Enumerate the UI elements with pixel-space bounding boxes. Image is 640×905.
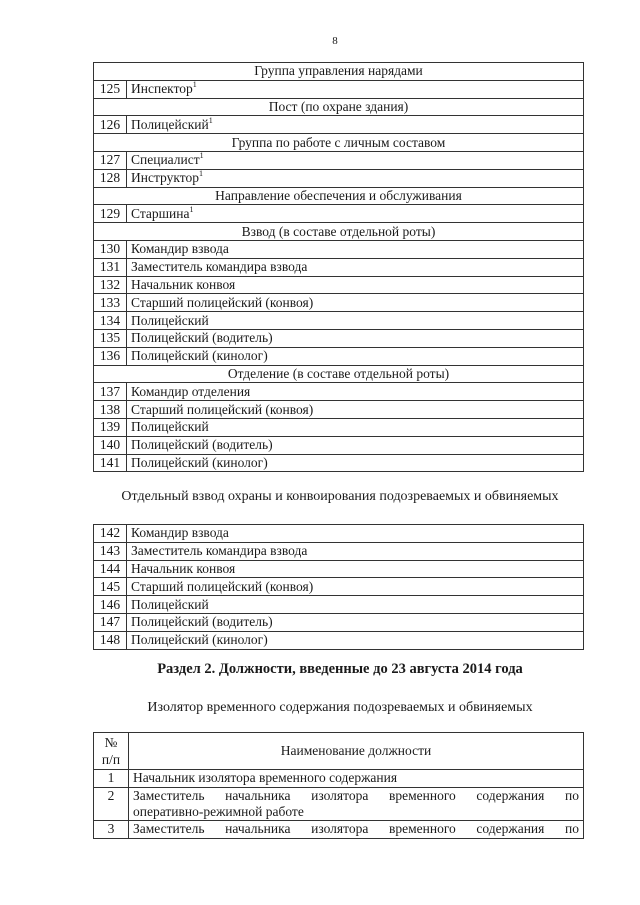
table-row bbox=[94, 560, 584, 578]
section-row bbox=[94, 187, 584, 205]
position-name: Старший полицейский (конвоя) bbox=[127, 294, 584, 312]
section-row bbox=[94, 63, 584, 81]
table-row bbox=[94, 116, 584, 134]
position-name: Полицейский (водитель) bbox=[127, 329, 584, 347]
subheading-detention-facility: Изолятор временного содержания подозреваемых и обвиняемых bbox=[147, 700, 533, 715]
table-row bbox=[94, 329, 584, 347]
position-name: Командир взвода bbox=[127, 525, 584, 543]
page-number: 8 bbox=[332, 35, 338, 47]
positions-table-3 bbox=[93, 732, 584, 839]
position-name: Инспектор$^1$ bbox=[127, 80, 584, 98]
row-number: 135 bbox=[94, 329, 127, 347]
position-name: Заместитель командира взвода bbox=[127, 542, 584, 560]
section-title: Группа по работе с личным составом bbox=[94, 134, 584, 152]
position-name: Полицейский bbox=[127, 418, 584, 436]
row-number: 130 bbox=[94, 240, 127, 258]
row-number: 141 bbox=[94, 454, 127, 472]
position-name: Полицейский (водитель) bbox=[127, 613, 584, 631]
position-name: Полицейский (кинолог) bbox=[127, 631, 584, 649]
table-row bbox=[94, 542, 584, 560]
row-number: 128 bbox=[94, 169, 127, 187]
row-number: 131 bbox=[94, 258, 127, 276]
row-number: 133 bbox=[94, 294, 127, 312]
position-name: Полицейский bbox=[127, 596, 584, 614]
section-row bbox=[94, 98, 584, 116]
position-name: Полицейский (кинолог) bbox=[127, 454, 584, 472]
table-row bbox=[94, 454, 584, 472]
position-name: Командир отделения bbox=[127, 383, 584, 401]
row-number: 143 bbox=[94, 542, 127, 560]
row-number: 127 bbox=[94, 151, 127, 169]
row-number: 134 bbox=[94, 312, 127, 330]
row-number: 137 bbox=[94, 383, 127, 401]
row-number: 138 bbox=[94, 401, 127, 419]
row-number: 140 bbox=[94, 436, 127, 454]
position-name: Полицейский (кинолог) bbox=[127, 347, 584, 365]
subheading-escort-platoon: Отдельный взвод охраны и конвоирования подозреваемых и обвиняемых bbox=[121, 489, 559, 504]
position-name: Начальник конвоя bbox=[127, 276, 584, 294]
row-number: 146 bbox=[94, 596, 127, 614]
position-name: Старший полицейский (конвоя) bbox=[127, 578, 584, 596]
table-row bbox=[94, 596, 584, 614]
table-row bbox=[94, 631, 584, 649]
table-row bbox=[94, 525, 584, 543]
section-title: Взвод (в составе отдельной роты) bbox=[94, 223, 584, 241]
table-row bbox=[94, 383, 584, 401]
table-row bbox=[94, 240, 584, 258]
position-name: Старший полицейский (конвоя) bbox=[127, 401, 584, 419]
table-row bbox=[94, 205, 584, 223]
section-row bbox=[94, 365, 584, 383]
position-name: Заместитель начальника изолятора временного содержания по bbox=[129, 820, 584, 838]
section-title: Группа управления нарядами bbox=[94, 63, 584, 81]
row-number: 125 bbox=[94, 80, 127, 98]
table-row bbox=[94, 151, 584, 169]
row-number: 147 bbox=[94, 613, 127, 631]
position-name: Полицейский bbox=[127, 312, 584, 330]
footnote-mark: 1 bbox=[199, 151, 204, 161]
table-row bbox=[94, 258, 584, 276]
position-name: Специалист$^1$ bbox=[127, 151, 584, 169]
row-number: 129 bbox=[94, 205, 127, 223]
footnote-mark: 1 bbox=[189, 204, 194, 214]
table-row bbox=[94, 418, 584, 436]
table-row bbox=[94, 787, 584, 820]
table-row bbox=[94, 80, 584, 98]
positions-table-2 bbox=[93, 524, 584, 650]
footnote-mark: 1 bbox=[208, 115, 213, 125]
table-row bbox=[94, 770, 584, 788]
section-title: Пост (по охране здания) bbox=[94, 98, 584, 116]
position-name: Начальник изолятора временного содержания bbox=[129, 770, 584, 788]
table-row bbox=[94, 312, 584, 330]
table-row bbox=[94, 294, 584, 312]
row-number: 148 bbox=[94, 631, 127, 649]
column-header-number bbox=[94, 733, 129, 770]
row-number: 139 bbox=[94, 418, 127, 436]
position-name: Полицейский (водитель) bbox=[127, 436, 584, 454]
table-row bbox=[94, 578, 584, 596]
header-pp: п/п bbox=[101, 752, 121, 767]
section-row bbox=[94, 134, 584, 152]
row-number: 126 bbox=[94, 116, 127, 134]
row-number: 1 bbox=[94, 770, 129, 788]
section-2-title: Раздел 2. Должности, введенные до 23 августа 2014 года bbox=[157, 661, 523, 677]
position-name: Полицейский$^1$ bbox=[127, 116, 584, 134]
table-row bbox=[94, 820, 584, 838]
footnote-mark: 1 bbox=[198, 169, 203, 179]
section-title: Отделение (в составе отдельной роты) bbox=[94, 365, 584, 383]
position-name: Инструктор$^1$ bbox=[127, 169, 584, 187]
position-name: Начальник конвоя bbox=[127, 560, 584, 578]
positions-table-1 bbox=[93, 62, 584, 472]
position-name: Командир взвода bbox=[127, 240, 584, 258]
footnote-mark: 1 bbox=[192, 80, 197, 90]
position-name: Старшина$^1$ bbox=[127, 205, 584, 223]
row-number: 3 bbox=[94, 820, 129, 838]
table-row bbox=[94, 613, 584, 631]
row-number: 144 bbox=[94, 560, 127, 578]
table-row bbox=[94, 276, 584, 294]
section-row bbox=[94, 223, 584, 241]
position-name: Заместитель начальника изолятора временного содержания по оперативно-режимной работе bbox=[129, 787, 584, 820]
row-number: 132 bbox=[94, 276, 127, 294]
table-header-row bbox=[94, 733, 584, 770]
table-row bbox=[94, 436, 584, 454]
column-header-position: Наименование должности bbox=[129, 733, 584, 770]
table-row bbox=[94, 169, 584, 187]
row-number: 136 bbox=[94, 347, 127, 365]
header-number-sign: № bbox=[104, 735, 118, 750]
row-number: 142 bbox=[94, 525, 127, 543]
row-number: 145 bbox=[94, 578, 127, 596]
position-name: Заместитель командира взвода bbox=[127, 258, 584, 276]
section-title: Направление обеспечения и обслуживания bbox=[94, 187, 584, 205]
table-row bbox=[94, 401, 584, 419]
table-row bbox=[94, 347, 584, 365]
row-number: 2 bbox=[94, 787, 129, 820]
